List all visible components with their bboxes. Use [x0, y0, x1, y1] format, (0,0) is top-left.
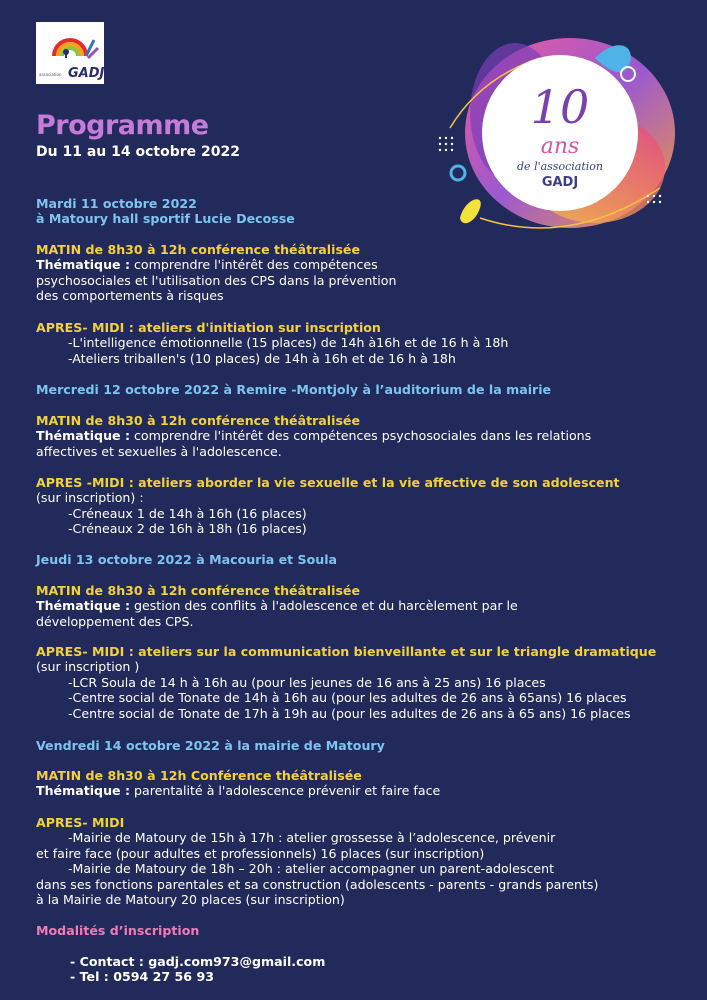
logo-brand: GADJ [68, 66, 105, 81]
day4-date: Vendredi 14 octobre 2022 à la mairie de Matoury [36, 738, 385, 753]
day4-pm-5: à la Mairie de Matoury 20 places (sur inscription) [36, 892, 345, 908]
anniversary-badge [420, 18, 690, 233]
day1-them-2: psychosociales et l'utilisation des CPS dans la prévention [36, 272, 397, 288]
day1-place: à Matoury hall sportif Lucie Decosse [36, 211, 295, 227]
badge-name: GADJ [541, 175, 579, 190]
day3-afternoon [36, 644, 656, 721]
day4-matin: MATIN de 8h30 à 12h Conférence théâtralisée [36, 768, 362, 783]
badge-de: de l'association [517, 160, 603, 173]
day2-pm-sub: (sur inscription) : [36, 490, 144, 506]
modal-tel: - Tel : 0594 27 56 93 [70, 969, 214, 985]
day2-afternoon [36, 475, 620, 537]
day4-pm-2: et faire face (pour adultes et professionnels) 16 places (sur inscription) [36, 845, 485, 861]
modal-contacts [36, 954, 325, 985]
day4-pm-4: dans ses fonctions parentales et sa construction (adolescents - parents - grands parents) [36, 876, 599, 892]
day3-them-label: Thématique : [36, 598, 130, 614]
day3-morning [36, 583, 518, 629]
day1-them-1: comprendre l'intérêt des compétences [130, 257, 378, 273]
badge-ans: ans [540, 134, 580, 159]
day2-them-label: Thématique : [36, 428, 130, 444]
badge-number: 10 [530, 80, 590, 134]
day1-morning [36, 242, 396, 304]
day2-matin: MATIN de 8h30 à 12h conférence théâtralisée [36, 413, 361, 428]
day1-block [36, 196, 295, 227]
day1-afternoon [36, 320, 508, 366]
day2-pm: APRES -MIDI : ateliers aborder la vie sexuelle et la vie affective de son adolescent [36, 475, 620, 490]
modal-title: Modalités d’inscription [36, 923, 200, 938]
day2-date: Mercredi 12 octobre 2022 à Remire -Montjoly à l’auditorium de la mairie [36, 382, 552, 397]
logo-prefix: association [39, 72, 62, 77]
day4-pm: APRES- MIDI [36, 815, 125, 830]
day3-pm-2: -Centre social de Tonate de 14h à 16h au (pour les adultes de 26 ans à 65ans) 16 places [68, 690, 627, 706]
page-title: Programme [36, 110, 209, 141]
day2-pm-2: -Créneaux 2 de 16h à 18h (16 places) [68, 521, 307, 537]
day2-them-1: comprendre l'intérêt des compétences psychosociales dans les relations [130, 428, 592, 444]
day2-them-2: affectives et sexuelles à l'adolescence. [36, 443, 282, 459]
day2-morning [36, 413, 591, 459]
gadj-logo [36, 22, 104, 84]
day3-them-2: développement des CPS. [36, 613, 194, 629]
day4-pm-3: -Mairie de Matoury de 18h – 20h : atelier accompagner un parent-adolescent [68, 861, 555, 877]
day2-pm-1: -Créneaux 1 de 14h à 16h (16 places) [68, 505, 307, 521]
day3-pm-3: -Centre social de Tonate de 17h à 19h au (pour les adultes de 26 ans à 65 ans) 16 places [68, 705, 631, 721]
day1-date: Mardi 11 octobre 2022 [36, 196, 197, 211]
day1-matin: MATIN de 8h30 à 12h conférence théâtralisée [36, 242, 361, 257]
day3-pm-sub: (sur inscription ) [36, 659, 140, 675]
day3-matin: MATIN de 8h30 à 12h conférence théâtralisée [36, 583, 361, 598]
day4-afternoon [36, 815, 598, 907]
day4-morning [36, 768, 440, 799]
day1-them-label: Thématique : [36, 257, 130, 273]
day3-pm-1: -LCR Soula de 14 h à 16h au (pour les jeunes de 16 ans à 25 ans) 16 places [68, 674, 546, 690]
day1-them-3: des comportements à risques [36, 288, 224, 304]
day4-pm-1: -Mairie de Matoury de 15h à 17h : atelier grossesse à l’adolescence, prévenir [68, 830, 556, 846]
day1-pm-2: -Ateliers triballen's (10 places) de 14h à 16h et de 16 h à 18h [68, 350, 456, 366]
badge-art-icon [420, 18, 690, 233]
day4-them-label: Thématique : [36, 783, 130, 799]
day3-them-1: gestion des conflits à l'adolescence et du harcèlement par le [130, 598, 518, 614]
day4-them-1: parentalité à l'adolescence prévenir et faire face [130, 783, 441, 799]
day1-pm: APRES- MIDI : ateliers d'initiation sur inscription [36, 320, 381, 335]
day3-date: Jeudi 13 octobre 2022 à Macouria et Soula [36, 552, 338, 567]
day3-pm: APRES- MIDI : ateliers sur la communication bienveillante et sur le triangle dramatique [36, 644, 657, 659]
modal-contact: - Contact : gadj.com973@gmail.com [70, 954, 326, 969]
page-dates: Du 11 au 14 octobre 2022 [36, 144, 240, 160]
day1-pm-1: -L'intelligence émotionnelle (15 places) de 14h à16h et de 16 h à 18h [68, 335, 509, 351]
